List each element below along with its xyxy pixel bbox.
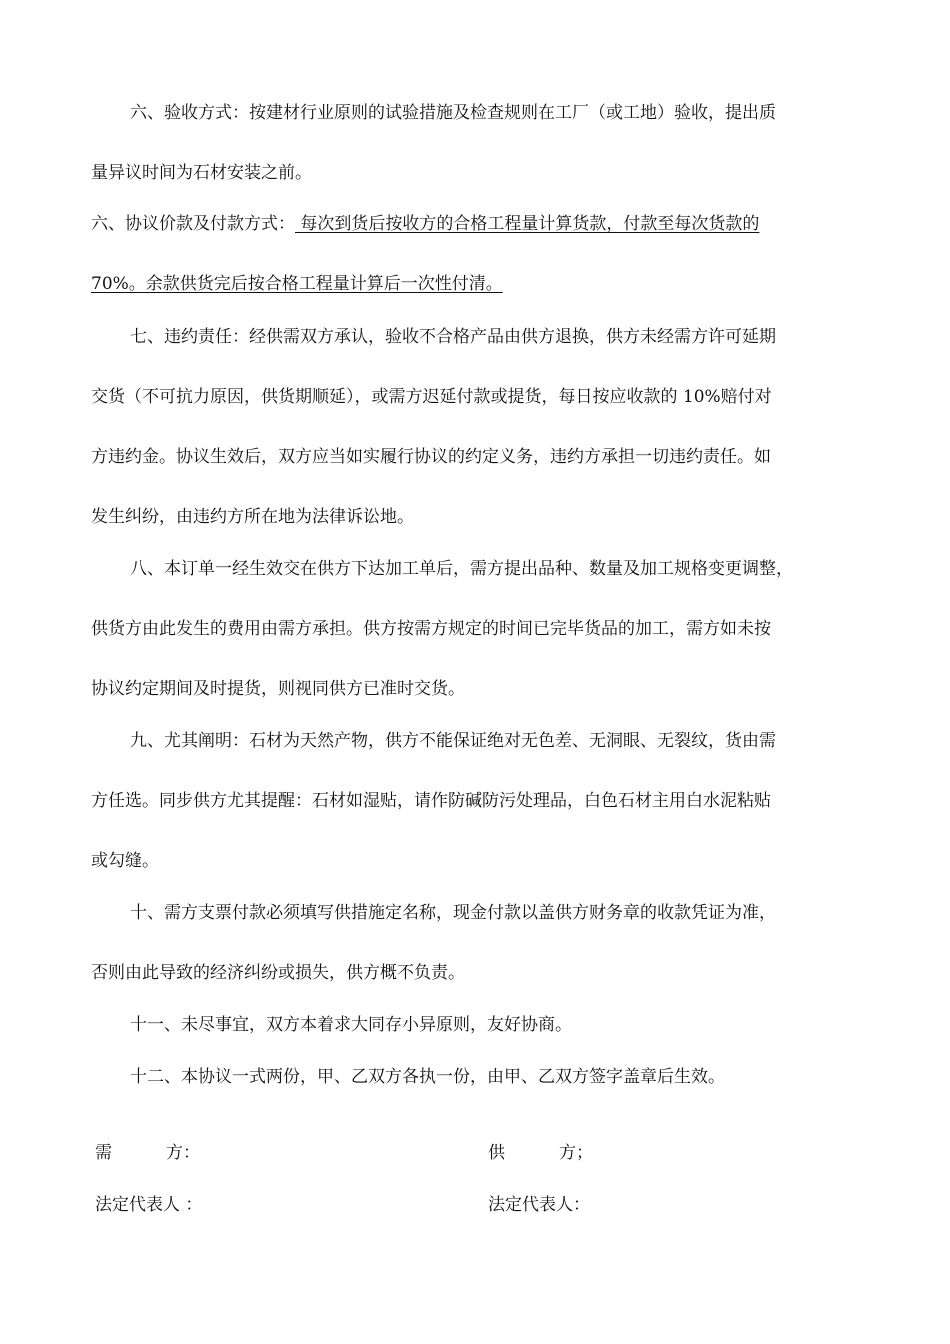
buyer-label: 需 方： [95, 1143, 201, 1163]
clause-6-line-1: 六、验收方式：按建材行业原则的试验措施及检查规则在工厂（或工地）验收，提出质 [130, 103, 776, 123]
clause-7-line-4: 发生纠纷，由违约方所在地为法律诉讼地。 [91, 507, 414, 527]
clause-9-line-2: 方任选。同步供方尤其提醒：石材如湿贴，请作防碱防污处理品，白色石材主用白水泥粘贴 [91, 791, 771, 811]
supplier-legal-representative: 法定代表人： [488, 1195, 590, 1215]
clause-11: 十一、未尽事宜，双方本着求大同存小异原则，友好协商。 [130, 1015, 572, 1035]
clause-6-line-2: 量异议时间为石材安装之前。 [91, 163, 312, 183]
clause-6b-line-1 [91, 213, 759, 235]
clause-12: 十二、本协议一式两份，甲、乙双方各执一份，由甲、乙双方签字盖章后生效。 [130, 1067, 725, 1087]
clause-6b-underlined-1: 每次到货后按收方的合格工程量计算货款，付款至每次货款的 [295, 214, 760, 234]
clause-7-line-2: 交货（不可抗力原因，供货期顺延），或需方迟延付款或提货，每日按应收款的 10%赔付对 [91, 387, 772, 407]
clause-7-line-1: 七、违约责任：经供需双方承认，验收不合格产品由供方退换，供方未经需方许可延期 [130, 327, 776, 347]
clause-8-line-2: 供货方由此发生的费用由需方承担。供方按需方规定的时间已完毕货品的加工，需方如未按 [91, 619, 771, 639]
clause-9-line-3: 或勾缝。 [91, 851, 159, 871]
clause-7-line-3: 方违约金。协议生效后，双方应当如实履行协议的约定义务，违约方承担一切违约责任。如 [91, 447, 771, 467]
clause-10-line-2: 否则由此导致的经济纠纷或损失，供方概不负责。 [91, 963, 465, 983]
clause-6b-label: 六、协议价款及付款方式： [91, 214, 295, 234]
clause-6b-line-2: 70%。余款供货完后按合格工程量计算后一次性付清。 [91, 274, 503, 294]
buyer-legal-representative: 法定代表人 ： [95, 1195, 203, 1215]
clause-8-line-3: 协议约定期间及时提货，则视同供方已准时交货。 [91, 679, 465, 699]
clause-9-line-1: 九、尤其阐明：石材为天然产物，供方不能保证绝对无色差、无洞眼、无裂纹，货由需 [130, 731, 776, 751]
clause-8-line-1: 八、本订单一经生效交在供方下达加工单后，需方提出品种、数量及加工规格变更调整， [130, 559, 793, 579]
supplier-label: 供 方； [488, 1143, 594, 1163]
clause-10-line-1: 十、需方支票付款必须填写供措施定名称，现金付款以盖供方财务章的收款凭证为准， [130, 903, 776, 923]
